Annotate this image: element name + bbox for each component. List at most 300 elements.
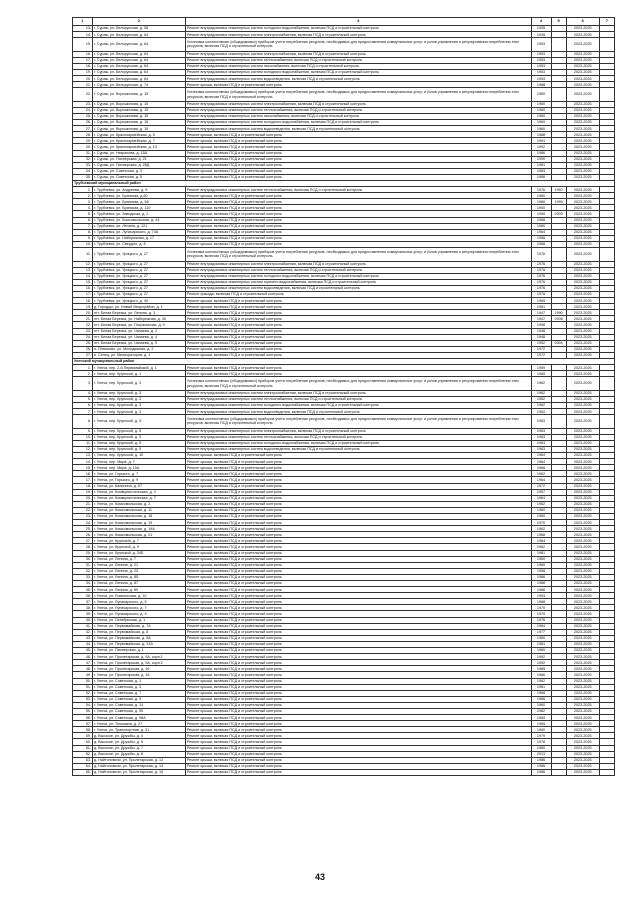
address-cell: д. Городцы, ул. Новый Микрорайон, д. 1: [92, 304, 185, 310]
year-built-cell: 1976: [531, 187, 551, 193]
planned-period-cell: 2023-2025: [566, 763, 599, 769]
row-number-cell: 27.: [73, 538, 93, 544]
address-cell: г. Сураж, ул. Красноармейская, д. 5: [92, 132, 185, 138]
year-renovated-cell: [551, 415, 566, 429]
address-cell: г. Унеча, ул. Советская, д. 14: [92, 702, 185, 708]
planned-period-cell: 2023-2025: [566, 526, 599, 532]
row-number-cell: 23.: [73, 513, 93, 519]
year-built-cell: 1966: [531, 696, 551, 702]
planned-period-cell: 2023-2025: [566, 672, 599, 678]
year-renovated-cell: 1999: [551, 199, 566, 205]
address-cell: г. Трубчевск, ул. Ленина, д. 121: [92, 223, 185, 229]
planned-period-cell: 2023-2025: [566, 279, 599, 285]
year-built-cell: 1960: [531, 298, 551, 304]
year-built-cell: 1962: [531, 396, 551, 402]
year-built-cell: 1979: [531, 733, 551, 739]
address-cell: д. Найтоповичи, ул. Пролетарская, д. 12: [92, 757, 185, 763]
row-number-cell: 9.: [73, 235, 93, 241]
planned-period-cell: 2023-2025: [566, 162, 599, 168]
planned-period-cell: 2023-2025: [566, 82, 599, 88]
year-built-cell: 1968: [531, 690, 551, 696]
address-cell: г. Трубчевск, ул. Брянская, д.60: [92, 193, 185, 199]
year-built-cell: 1984: [531, 623, 551, 629]
table-body: [73, 18, 615, 776]
work-type-cell: Установка коллективных (общедомовых) приборов учета потребления ресурсов, необходимых для предоставления коммунальных услуг, и узлов управления и регулирования потребления этих ресурсов, включая ПСД и строительный контроль: [185, 38, 531, 52]
work-type-cell: Ремонт крыши, включая ПСД и строительный контроль: [185, 138, 531, 144]
work-type-cell: Ремонт внутридомовых инженерных систем холодного водоснабжения, включая ПСД и строительный контроль: [185, 26, 531, 32]
address-cell: г. Унеча, ул. Тельмана, д. 27: [92, 721, 185, 727]
planned-period-cell: 2023-2025: [566, 229, 599, 235]
planned-period-cell: 2023-2025: [566, 611, 599, 617]
empty-cell: [599, 769, 614, 775]
work-type-cell: Ремонт крыши, включая ПСД и строительный контроль: [185, 739, 531, 745]
row-number-cell: 3.: [73, 199, 93, 205]
planned-period-cell: 2023-2025: [566, 371, 599, 377]
year-built-cell: 1992: [531, 654, 551, 660]
header-cell: 3: [185, 18, 531, 26]
address-cell: г. Сураж, ул. Белорусская, д. 64: [92, 57, 185, 63]
row-number-cell: 21.: [73, 316, 93, 322]
work-type-cell: Ремонт крыши, включая ПСД и строительный контроль: [185, 144, 531, 150]
row-number-cell: 23.: [73, 328, 93, 334]
row-number-cell: 13.: [73, 453, 93, 459]
row-number-cell: 51.: [73, 684, 93, 690]
planned-period-cell: 2023-2025: [566, 144, 599, 150]
year-built-cell: 1964: [531, 459, 551, 465]
row-number-cell: 16.: [73, 51, 93, 57]
row-number-cell: 16.: [73, 471, 93, 477]
year-built-cell: 1976: [531, 285, 551, 291]
row-number-cell: 39.: [73, 611, 93, 617]
row-number-cell: 35.: [73, 174, 93, 180]
planned-period-cell: 2023-2025: [566, 223, 599, 229]
address-cell: г. Трубчевск, ул. Урицкого, д. 27: [92, 261, 185, 267]
planned-period-cell: 2023-2025: [566, 174, 599, 180]
row-number-cell: 58.: [73, 727, 93, 733]
work-type-cell: Ремонт крыши, включая ПСД и строительный контроль: [185, 574, 531, 580]
address-cell: п. Плюсково, ул. Молодежная, д. 2: [92, 346, 185, 352]
work-type-cell: Ремонт крыши, включая ПСД и строительный контроль: [185, 672, 531, 678]
year-built-cell: 1981: [531, 684, 551, 690]
work-type-cell: Ремонт внутридомовых инженерных систем теплоснабжения, включая ПСД и строительный контроль: [185, 57, 531, 63]
work-type-cell: Ремонт крыши, включая ПСД и строительный контроль: [185, 459, 531, 465]
row-number-cell: 34.: [73, 581, 93, 587]
work-type-cell: Ремонт крыши, включая ПСД и строительный контроль: [185, 757, 531, 763]
address-cell: г. Сураж, ул. Белорусская, д. 58: [92, 26, 185, 32]
row-number-cell: 22.: [73, 88, 93, 102]
row-number-cell: 28.: [73, 132, 93, 138]
work-type-cell: Ремонт внутридомовых инженерных систем электроснабжения, включая ПСД и строительный контроль: [185, 32, 531, 38]
address-cell: г. Трубчевск, ул. Набережная, д. 17: [92, 235, 185, 241]
row-number-cell: 19.: [73, 69, 93, 75]
year-renovated-cell: 1990: [551, 310, 566, 316]
year-built-cell: 1960: [531, 101, 551, 107]
address-cell: г. Сураж, ул. Советская, д. 3: [92, 168, 185, 174]
year-built-cell: 1976: [531, 267, 551, 273]
work-type-cell: Ремонт крыши, включая ПСД и строительный контроль: [185, 721, 531, 727]
planned-period-cell: 2023-2025: [566, 291, 599, 297]
planned-period-cell: 2023-2025: [566, 402, 599, 408]
year-built-cell: 1986: [531, 587, 551, 593]
year-built-cell: 1960: [531, 727, 551, 733]
header-cell: 4: [531, 18, 551, 26]
address-cell: г. Трубчевск, ул. Урицкого, д. 27: [92, 273, 185, 279]
work-type-cell: Ремонт крыши, включая ПСД и строительный контроль: [185, 599, 531, 605]
year-renovated-cell: [551, 248, 566, 262]
address-cell: г. Унеча, ул. Октябрьская, д. 1: [92, 617, 185, 623]
planned-period-cell: 2023-2025: [566, 617, 599, 623]
row-number-cell: 2.: [73, 193, 93, 199]
year-renovated-cell: 2009: [551, 211, 566, 217]
year-built-cell: 1960: [531, 648, 551, 654]
year-built-cell: 1991: [531, 138, 551, 144]
address-cell: г. Трубчевск, ул. Урицкого, д. 27: [92, 279, 185, 285]
year-renovated-cell: 2004: [551, 340, 566, 346]
header-row: [73, 18, 615, 26]
work-type-cell: Ремонт крыши, включая ПСД и строительный контроль: [185, 193, 531, 199]
year-built-cell: 1953: [531, 69, 551, 75]
planned-period-cell: 2023-2025: [566, 304, 599, 310]
year-built-cell: 1962: [531, 678, 551, 684]
row-number-cell: 23.: [73, 101, 93, 107]
planned-period-cell: 2023-2025: [566, 495, 599, 501]
row-number-cell: 27.: [73, 352, 93, 358]
planned-period-cell: 2023-2025: [566, 593, 599, 599]
planned-period-cell: 2023-2025: [566, 483, 599, 489]
planned-period-cell: 2023-2025: [566, 241, 599, 247]
year-built-cell: 1960: [531, 702, 551, 708]
header-cell: 7: [599, 18, 614, 26]
row-number-cell: 9.: [73, 428, 93, 434]
address-cell: г. Унеча, ул. Ленина, д. 23: [92, 568, 185, 574]
address-cell: г. Унеча, ул. Первомайская, д. 8: [92, 629, 185, 635]
row-number-cell: 29.: [73, 550, 93, 556]
year-built-cell: 1988: [531, 581, 551, 587]
address-cell: г. Сураж, ул. Белорусская, д. 64: [92, 32, 185, 38]
work-type-cell: Ремонт крыши, включая ПСД и строительный контроль: [185, 489, 531, 495]
row-number-cell: 18.: [73, 298, 93, 304]
address-cell: г. Трубчевск, ул. Комсомольская, д. 44: [92, 217, 185, 223]
planned-period-cell: 2023-2025: [566, 346, 599, 352]
work-type-cell: Ремонт крыши, включая ПСД и строительный контроль: [185, 82, 531, 88]
year-built-cell: 1960: [531, 120, 551, 126]
work-type-cell: Ремонт крыши, включая ПСД и строительный контроль: [185, 217, 531, 223]
work-type-cell: Ремонт крыши, включая ПСД и строительный контроль: [185, 751, 531, 757]
year-built-cell: 1965: [531, 371, 551, 377]
row-number-cell: 22.: [73, 507, 93, 513]
year-built-cell: 1981: [531, 641, 551, 647]
row-number-cell: 12.: [73, 446, 93, 452]
row-number-cell: 61.: [73, 745, 93, 751]
year-built-cell: 1957: [531, 489, 551, 495]
address-cell: г. Унеча, ул. Комсомольская, д. 19А: [92, 526, 185, 532]
row-number-cell: 33.: [73, 574, 93, 580]
address-cell: г. Унеча, ул. Советская, д. 9: [92, 696, 185, 702]
year-built-cell: 1962: [531, 526, 551, 532]
table-row: [73, 415, 615, 429]
planned-period-cell: 2023-2025: [566, 513, 599, 519]
address-cell: г. Унеча, пер. 2-й Первомайский, д. 1: [92, 365, 185, 371]
planned-period-cell: 2023-2025: [566, 556, 599, 562]
work-type-cell: Ремонт крыши, включая ПСД и строительный контроль: [185, 526, 531, 532]
year-built-cell: 1958: [531, 235, 551, 241]
year-renovated-cell: [551, 88, 566, 102]
planned-period-cell: 2023-2025: [566, 322, 599, 328]
work-type-cell: Ремонт крыши, включая ПСД и строительный контроль: [185, 660, 531, 666]
empty-cell: [599, 377, 614, 391]
row-number-cell: 57.: [73, 721, 93, 727]
work-type-cell: Ремонт крыши, включая ПСД и строительный контроль: [185, 532, 531, 538]
work-type-cell: Ремонт крыши, включая ПСД и строительный контроль: [185, 477, 531, 483]
planned-period-cell: 2023-2025: [566, 623, 599, 629]
planned-period-cell: 2023-2025: [566, 696, 599, 702]
work-type-cell: Ремонт крыши, включая ПСД и строительный контроль: [185, 690, 531, 696]
address-cell: г. Унеча, ул. Горького, д. 9: [92, 477, 185, 483]
year-built-cell: 2013: [531, 751, 551, 757]
work-type-cell: Ремонт внутридомовых инженерных систем холодного водоснабжения, включая ПСД и строительный контроль: [185, 273, 531, 279]
year-built-cell: 1980: [531, 199, 551, 205]
work-type-cell: Ремонт внутридомовых инженерных систем электроснабжения, включая ПСД и строительный контроль: [185, 428, 531, 434]
year-built-cell: 1970: [531, 611, 551, 617]
year-renovated-cell: 1992: [551, 187, 566, 193]
planned-period-cell: 2023-2025: [566, 156, 599, 162]
work-type-cell: Ремонт крыши, включая ПСД и строительный контроль: [185, 168, 531, 174]
address-cell: г. Унеча, пер. Мира, д. 7: [92, 459, 185, 465]
address-cell: г. Сураж, ул. Ворошилова, д. 15: [92, 88, 185, 102]
row-number-cell: 10.: [73, 241, 93, 247]
year-built-cell: 1963: [531, 446, 551, 452]
year-built-cell: 1988: [531, 82, 551, 88]
year-built-cell: 1968: [531, 241, 551, 247]
address-cell: г. Унеча, ул. Первомайская, д. 7А: [92, 623, 185, 629]
year-built-cell: 1963: [531, 434, 551, 440]
work-type-cell: Ремонт крыши, включая ПСД и строительный контроль: [185, 654, 531, 660]
address-cell: г. Трубчевск, ул. Брянская, д. 110: [92, 205, 185, 211]
planned-period-cell: 2023-2025: [566, 76, 599, 82]
planned-period-cell: 2023-2025: [566, 132, 599, 138]
row-number-cell: 41.: [73, 623, 93, 629]
address-cell: г. Унеча, ул. Транспортная, д. 31: [92, 727, 185, 733]
row-number-cell: 5.: [73, 211, 93, 217]
planned-period-cell: 2023-2025: [566, 599, 599, 605]
planned-period-cell: 2023-2025: [566, 352, 599, 358]
work-type-cell: Ремонт внутридомовых инженерных систем водоотведения, включая ПСД и строительный контроль: [185, 285, 531, 291]
planned-period-cell: 2023-2025: [566, 581, 599, 587]
planned-period-cell: 2023-2025: [566, 702, 599, 708]
planned-period-cell: 2023-2025: [566, 101, 599, 107]
row-number-cell: 62.: [73, 751, 93, 757]
work-type-cell: Ремонт крыши, включая ПСД и строительный контроль: [185, 352, 531, 358]
work-type-cell: Ремонт крыши, включая ПСД и строительный контроль: [185, 550, 531, 556]
planned-period-cell: 2023-2025: [566, 138, 599, 144]
capital-repair-table: [72, 17, 615, 776]
address-cell: г. Унеча, ул. Комсомольская, д. 19: [92, 520, 185, 526]
planned-period-cell: 2023-2025: [566, 507, 599, 513]
planned-period-cell: 2023-2025: [566, 520, 599, 526]
row-number-cell: 28.: [73, 544, 93, 550]
work-type-cell: Ремонт крыши, включая ПСД и строительный контроль: [185, 132, 531, 138]
row-number-cell: 32.: [73, 156, 93, 162]
planned-period-cell: 2023-2025: [566, 434, 599, 440]
address-cell: г. Унеча, ул. Ленина, д. 7: [92, 556, 185, 562]
year-built-cell: 1963: [531, 415, 551, 429]
work-type-cell: Ремонт крыши, включая ПСД и строительный контроль: [185, 562, 531, 568]
address-cell: г. Унеча, пер. Крупской, д. 3: [92, 390, 185, 396]
planned-period-cell: 2023-2025: [566, 415, 599, 429]
year-built-cell: 1983: [531, 168, 551, 174]
planned-period-cell: 2023-2025: [566, 120, 599, 126]
planned-period-cell: 2023-2025: [566, 446, 599, 452]
year-renovated-cell: [551, 769, 566, 775]
work-type-cell: Ремонт крыши, включая ПСД и строительный контроль: [185, 745, 531, 751]
year-built-cell: 1981: [531, 162, 551, 168]
planned-period-cell: 2023-2025: [566, 261, 599, 267]
address-cell: г. Трубчевск, ул. Урицкого, д. 49: [92, 298, 185, 304]
planned-period-cell: 2023-2025: [566, 690, 599, 696]
work-type-cell: Ремонт внутридомовых инженерных систем теплоснабжения, включая ПСД и строительный контроль: [185, 396, 531, 402]
work-type-cell: Ремонт крыши, включая ПСД и строительный контроль: [185, 310, 531, 316]
address-cell: д. Высокое, ул. Дружбы, д. 5: [92, 739, 185, 745]
year-built-cell: 1976: [531, 248, 551, 262]
row-number-cell: 43.: [73, 635, 93, 641]
address-cell: г. Унеча, ул. Комсомольская, д. 11: [92, 507, 185, 513]
work-type-cell: Ремонт крыши, включая ПСД и строительный контроль: [185, 346, 531, 352]
year-built-cell: 1960: [531, 88, 551, 102]
planned-period-cell: 2023-2025: [566, 477, 599, 483]
row-number-cell: 3.: [73, 377, 93, 391]
planned-period-cell: 2023-2025: [566, 409, 599, 415]
work-type-cell: Ремонт крыши, включая ПСД и строительный контроль: [185, 629, 531, 635]
row-number-cell: 15.: [73, 38, 93, 52]
address-cell: г. Унеча, ул. Пролетарская, д. 18: [92, 672, 185, 678]
address-cell: г. Унеча, ул. Первомайская, д. 13А: [92, 641, 185, 647]
row-number-cell: 50.: [73, 678, 93, 684]
planned-period-cell: 2023-2025: [566, 660, 599, 666]
address-cell: г. Сураж, ул. Белорусская, д. 64: [92, 63, 185, 69]
row-number-cell: 13.: [73, 267, 93, 273]
planned-period-cell: 2023-2025: [566, 428, 599, 434]
year-built-cell: 1953: [531, 51, 551, 57]
row-number-cell: 24.: [73, 520, 93, 526]
address-cell: г. Унеча, пер. Крупской, д. 5: [92, 440, 185, 446]
planned-period-cell: 2023-2025: [566, 605, 599, 611]
work-type-cell: Ремонт крыши, включая ПСД и строительный контроль: [185, 229, 531, 235]
row-number-cell: 5.: [73, 396, 93, 402]
address-cell: г. Унеча, пер. Крупской, д. 5: [92, 434, 185, 440]
planned-period-cell: 2023-2025: [566, 113, 599, 119]
year-built-cell: 1962: [531, 390, 551, 396]
year-built-cell: 1986: [531, 150, 551, 156]
year-built-cell: 1964: [531, 477, 551, 483]
address-cell: г. Унеча, ул. Ленина, д. 85: [92, 574, 185, 580]
planned-period-cell: 2023-2025: [566, 684, 599, 690]
year-built-cell: 1985: [531, 666, 551, 672]
year-built-cell: 1960: [531, 562, 551, 568]
planned-period-cell: 2023-2025: [566, 440, 599, 446]
planned-period-cell: 2023-2025: [566, 316, 599, 322]
planned-period-cell: 2023-2025: [566, 678, 599, 684]
row-number-cell: 19.: [73, 489, 93, 495]
planned-period-cell: 2023-2025: [566, 757, 599, 763]
planned-period-cell: 2023-2025: [566, 550, 599, 556]
work-type-cell: Ремонт крыши, включая ПСД и строительный контроль: [185, 568, 531, 574]
work-type-cell: Ремонт крыши, включая ПСД и строительный контроль: [185, 696, 531, 702]
address-cell: г. Унеча, ул. Комсомольская, д. 21: [92, 532, 185, 538]
work-type-cell: Ремонт крыши, включая ПСД и строительный контроль: [185, 316, 531, 322]
planned-period-cell: 2023-2025: [566, 568, 599, 574]
work-type-cell: Ремонт крыши, включая ПСД и строительный контроль: [185, 715, 531, 721]
year-built-cell: 1962: [531, 471, 551, 477]
row-number-cell: 59.: [73, 733, 93, 739]
work-type-cell: Ремонт крыши, включая ПСД и строительный контроль: [185, 483, 531, 489]
row-number-cell: 42.: [73, 629, 93, 635]
year-built-cell: 1962: [531, 501, 551, 507]
planned-period-cell: 2023-2025: [566, 465, 599, 471]
row-number-cell: 8.: [73, 415, 93, 429]
row-number-cell: 26.: [73, 346, 93, 352]
planned-period-cell: 2023-2025: [566, 562, 599, 568]
planned-period-cell: 2023-2025: [566, 340, 599, 346]
planned-period-cell: 2023-2025: [566, 739, 599, 745]
planned-period-cell: 2023-2025: [566, 51, 599, 57]
row-number-cell: 26.: [73, 532, 93, 538]
planned-period-cell: 2023-2025: [566, 574, 599, 580]
address-cell: г. Сураж, ул. Красноармейская, д. 7: [92, 138, 185, 144]
row-number-cell: 37.: [73, 599, 93, 605]
row-number-cell: 15.: [73, 279, 93, 285]
address-cell: г. Сураж, ул. Ворошилова, д. 15: [92, 126, 185, 132]
row-number-cell: 20.: [73, 76, 93, 82]
work-type-cell: Ремонт крыши, включая ПСД и строительный контроль: [185, 199, 531, 205]
work-type-cell: Ремонт крыши, включая ПСД и строительный контроль: [185, 365, 531, 371]
planned-period-cell: 2023-2025: [566, 641, 599, 647]
planned-period-cell: 2023-2025: [566, 26, 599, 32]
address-cell: г. Унеча, ул. Крупской, д. 7: [92, 538, 185, 544]
address-cell: г. Унеча, ул. Горького, д. 7: [92, 471, 185, 477]
work-type-cell: Ремонт внутридомовых инженерных систем горячего водоснабжения, включая ПСД и строительный контроль: [185, 279, 531, 285]
work-type-cell: Ремонт крыши, включая ПСД и строительный контроль: [185, 648, 531, 654]
work-type-cell: Ремонт крыши, включая ПСД и строительный контроль: [185, 211, 531, 217]
planned-period-cell: 2023-2025: [566, 453, 599, 459]
address-cell: г. Сураж, ул. Ворошилова, д. 15: [92, 101, 185, 107]
work-type-cell: Ремонт крыши, включая ПСД и строительный контроль: [185, 322, 531, 328]
work-type-cell: Ремонт внутридомовых инженерных систем холодного водоснабжения, включая ПСД и строительный контроль: [185, 120, 531, 126]
address-cell: г. Унеча, ул. Комсомольская, д. 18: [92, 513, 185, 519]
year-built-cell: 1970: [531, 605, 551, 611]
work-type-cell: Ремонт крыши, включая ПСД и строительный контроль: [185, 623, 531, 629]
row-number-cell: 30.: [73, 144, 93, 150]
work-type-cell: Ремонт крыши, включая ПСД и строительный контроль: [185, 495, 531, 501]
row-number-cell: 24.: [73, 334, 93, 340]
year-built-cell: 1960: [531, 507, 551, 513]
year-built-cell: 1960: [531, 107, 551, 113]
work-type-cell: Ремонт крыши, включая ПСД и строительный контроль: [185, 241, 531, 247]
row-number-cell: 34.: [73, 168, 93, 174]
row-number-cell: 1.: [73, 365, 93, 371]
work-type-cell: Ремонт внутридомовых инженерных систем теплоснабжения, включая ПСД и строительный контроль: [185, 434, 531, 440]
district-name: Трубчевский муниципальный район: [73, 180, 615, 186]
work-type-cell: Ремонт внутридомовых инженерных систем водоотведения, включая ПСД и строительный контроль: [185, 446, 531, 452]
planned-period-cell: 2023-2025: [566, 654, 599, 660]
address-cell: г. Унеча, пер. Крупской, д. 5: [92, 415, 185, 429]
planned-period-cell: 2023-2025: [566, 769, 599, 775]
row-number-cell: 18.: [73, 483, 93, 489]
year-built-cell: 1990: [531, 156, 551, 162]
address-cell: г. Унеча, ул. Луначарского, д. 9: [92, 611, 185, 617]
row-number-cell: 44.: [73, 641, 93, 647]
address-cell: г. Трубчевск, ул. Андреева, д. 9: [92, 187, 185, 193]
address-cell: г. Сураж, ул. Ворошилова, д. 15: [92, 120, 185, 126]
